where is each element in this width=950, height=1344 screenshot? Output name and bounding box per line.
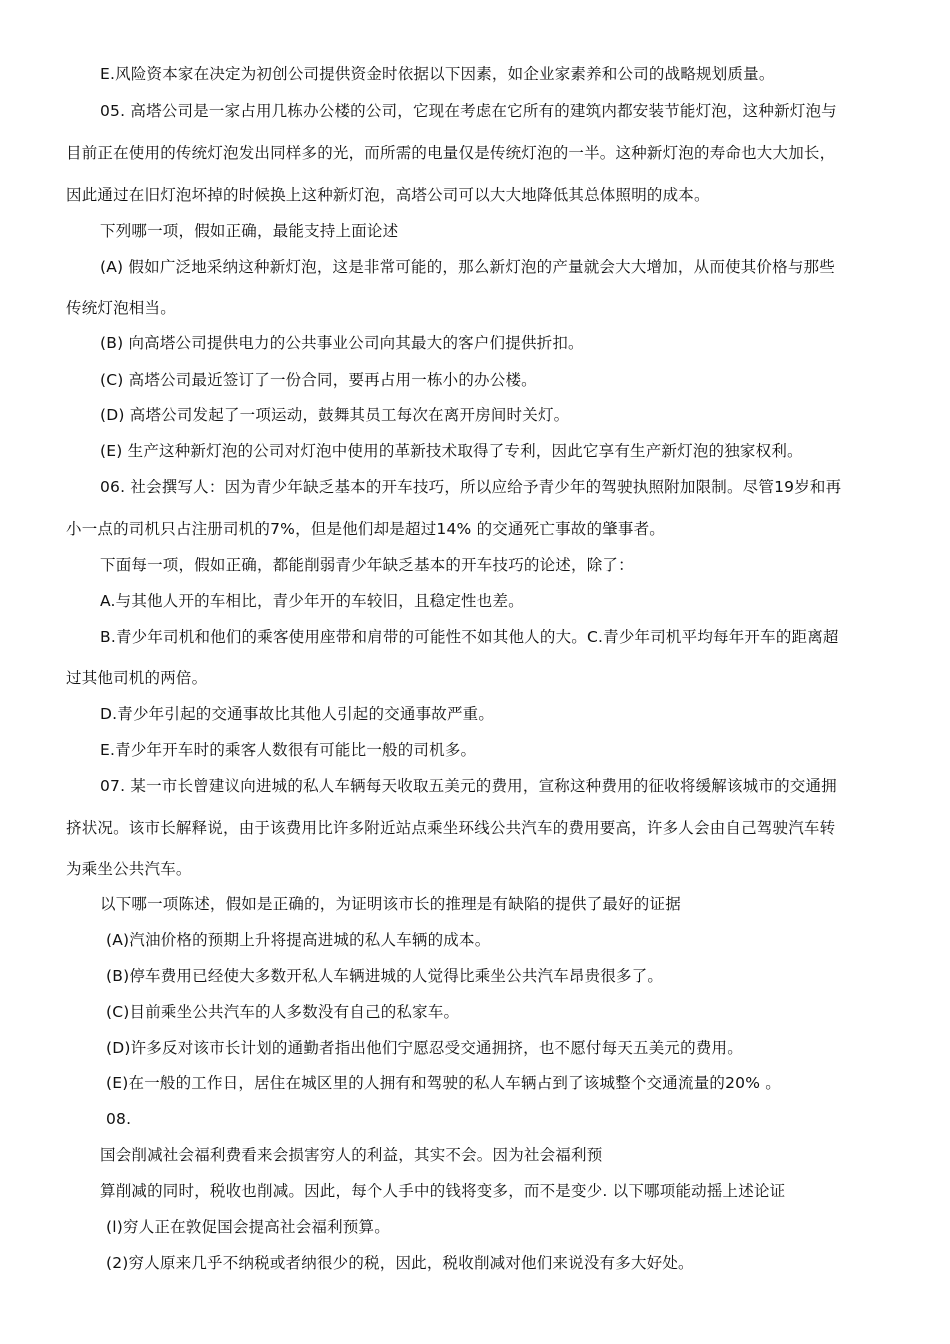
- question-08-text-cont: 算削减的同时，税收也削减。因此，每个人手中的钱将变多，而不是变少. 以下哪项能动摇上述论证: [100, 1182, 786, 1200]
- question-08-option-1: (l)穷人正在敦促国会提高社会福利预算。: [106, 1218, 390, 1236]
- question-05-text-cont: 目前正在使用的传统灯泡发出同样多的光，而所需的电量仅是传统灯泡的一半。这种新灯泡的寿命也大大加长，: [66, 144, 836, 162]
- question-06-option-d: D.青少年引起的交通事故比其他人引起的交通事故严重。: [100, 705, 495, 723]
- question-07-text: 07. 某一市长曾建议向进城的私人车辆每天收取五美元的费用，宣称这种费用的征收将缓解该城市的交通拥: [100, 777, 837, 795]
- question-06-option-a: A.与其他人开的车相比，青少年开的车较旧，且稳定性也差。: [100, 592, 524, 610]
- question-05-option-e: (E) 生产这种新灯泡的公司对灯泡中使用的革新技术取得了专利，因此它享有生产新灯泡的独家权利。: [100, 442, 803, 460]
- question-07-option-d: (D)许多反对该市长计划的通勤者指出他们宁愿忍受交通拥挤，也不愿付每天五美元的费用。: [106, 1039, 743, 1057]
- question-05-prompt: 下列哪一项，假如正确，最能支持上面论述: [100, 222, 399, 240]
- question-07-prompt: 以下哪一项陈述，假如是正确的，为证明该市长的推理是有缺陷的提供了最好的证据: [100, 895, 681, 913]
- question-08-number: 08.: [106, 1110, 132, 1128]
- question-05-option-a: (A) 假如广泛地采纳这种新灯泡，这是非常可能的，那么新灯泡的产量就会大大增加，从而使其价格与那些: [100, 258, 835, 276]
- question-06-text: 06. 社会撰写人：因为青少年缺乏基本的开车技巧，所以应给予青少年的驾驶执照附加限制。尽管19岁和再: [100, 478, 842, 496]
- question-05-option-c: (C) 高塔公司最近签订了一份合同，要再占用一栋小的办公楼。: [100, 371, 537, 389]
- question-06-text-cont: 小一点的司机只占注册司机的7%，但是他们却是超过14% 的交通死亡事故的肇事者。: [66, 520, 665, 538]
- question-07-option-b: (B)停车费用已经使大多数开私人车辆进城的人觉得比乘坐公共汽车昂贵很多了。: [106, 967, 664, 985]
- question-08-text: 国会削减社会福利费看来会损害穷人的利益，其实不会。因为社会福利预: [100, 1146, 603, 1164]
- question-05-option-d: (D) 高塔公司发起了一项运动，鼓舞其员工每次在离开房间时关灯。: [100, 406, 570, 424]
- question-05-text: 05. 高塔公司是一家占用几栋办公楼的公司，它现在考虑在它所有的建筑内都安装节能灯泡，这种新灯泡与: [100, 102, 837, 120]
- question-06-option-b-c: B.青少年司机和他们的乘客使用座带和肩带的可能性不如其他人的大。C.青少年司机平均每年开车的距离超: [100, 628, 839, 646]
- question-06-prompt: 下面每一项，假如正确，都能削弱青少年缺乏基本的开车技巧的论述，除了：: [100, 556, 634, 574]
- question-05-option-b: (B) 向高塔公司提供电力的公共事业公司向其最大的客户们提供折扣。: [100, 334, 584, 352]
- question-07-option-e: (E)在一般的工作日，居住在城区里的人拥有和驾驶的私人车辆占到了该城整个交通流量的20% 。: [106, 1074, 781, 1092]
- question-06-option-c-cont: 过其他司机的两倍。: [66, 669, 208, 687]
- question-07-text-cont: 为乘坐公共汽车。: [66, 860, 192, 878]
- question-08-option-2: (2)穷人原来几乎不纳税或者纳很少的税，因此，税收削减对他们来说没有多大好处。: [106, 1254, 694, 1272]
- question-05-text-cont: 因此通过在旧灯泡坏掉的时候换上这种新灯泡，高塔公司可以大大地降低其总体照明的成本。: [66, 186, 710, 204]
- question-07-option-c: (C)目前乘坐公共汽车的人多数没有自己的私家车。: [106, 1003, 460, 1021]
- question-07-option-a: (A)汽油价格的预期上升将提高进城的私人车辆的成本。: [106, 931, 491, 949]
- question-06-option-e: E.青少年开车时的乘客人数很有可能比一般的司机多。: [100, 741, 477, 759]
- option-e-previous: E.风险资本家在决定为初创公司提供资金时依据以下因素，如企业家素养和公司的战略规划质量。: [100, 65, 775, 83]
- question-05-option-a-cont: 传统灯泡相当。: [66, 299, 176, 317]
- question-07-text-cont: 挤状况。该市长解释说，由于该费用比许多附近站点乘坐环线公共汽车的费用要高，许多人会由自己驾驶汽车转: [66, 819, 836, 837]
